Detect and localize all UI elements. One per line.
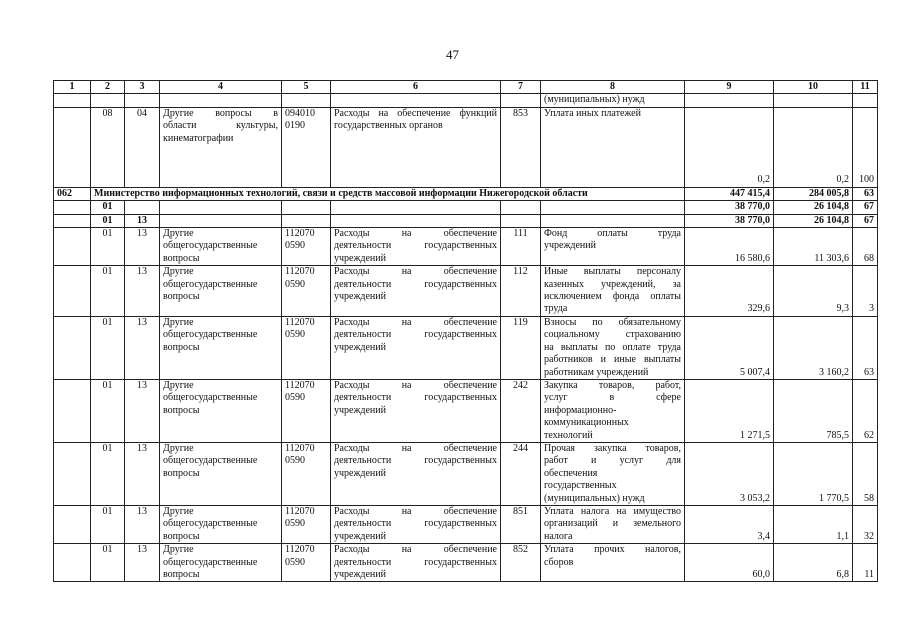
cell-c10: 1 770,5 bbox=[774, 442, 853, 505]
subsection-c11: 67 bbox=[853, 214, 878, 227]
cell-c8: Иные выплаты персоналу казенных учреждений, за исключением фонда оплаты труда bbox=[541, 266, 685, 317]
cont-c8: (муниципальных) нужд bbox=[541, 94, 685, 107]
cell-c5: 094010 0190 bbox=[282, 107, 331, 187]
table-row bbox=[54, 544, 878, 582]
subsection-c10: 26 104,8 bbox=[774, 214, 853, 227]
cell-c5: 112070 0590 bbox=[282, 442, 331, 505]
cell-c7: 112 bbox=[501, 266, 541, 317]
cell-c3: 13 bbox=[125, 442, 160, 505]
cell-c10: 785,5 bbox=[774, 379, 853, 442]
cell-c10: 11 303,6 bbox=[774, 228, 853, 266]
ministry-c10: 284 005,8 bbox=[774, 187, 853, 200]
cell-c8: Взносы по обязательному социальному страхованию на выплаты по оплате труда работников и иные выплаты работникам учреждений bbox=[541, 316, 685, 379]
cell-c5: 112070 0590 bbox=[282, 228, 331, 266]
cell-c4: Другие общегосударственные вопросы bbox=[160, 544, 282, 582]
cell-c6: Расходы на обеспечение деятельности государственных учреждений bbox=[331, 228, 501, 266]
table-row bbox=[54, 505, 878, 543]
cell-c5: 112070 0590 bbox=[282, 505, 331, 543]
cell-c6: Расходы на обеспечение деятельности государственных учреждений bbox=[331, 505, 501, 543]
ministry-c11: 63 bbox=[853, 187, 878, 200]
cell-c6: Расходы на обеспечение деятельности государственных учреждений bbox=[331, 544, 501, 582]
cell-c11: 11 bbox=[853, 544, 878, 582]
cell-c6: Расходы на обеспечение деятельности государственных учреждений bbox=[331, 379, 501, 442]
cell-c3: 13 bbox=[125, 316, 160, 379]
cell-c3: 13 bbox=[125, 379, 160, 442]
cell-c10: 9,3 bbox=[774, 266, 853, 317]
section-c9: 38 770,0 bbox=[685, 201, 774, 214]
subsection-row bbox=[54, 214, 878, 227]
cell-c7: 852 bbox=[501, 544, 541, 582]
col-header: 3 bbox=[125, 81, 160, 94]
cell-c9: 60,0 bbox=[685, 544, 774, 582]
cell-c9: 329,6 bbox=[685, 266, 774, 317]
cell-c2: 01 bbox=[91, 379, 125, 442]
table-row bbox=[54, 266, 878, 317]
cell-c6: Расходы на обеспечение деятельности государственных учреждений bbox=[331, 316, 501, 379]
cell-c11: 58 bbox=[853, 442, 878, 505]
col-header: 2 bbox=[91, 81, 125, 94]
cell-c2: 01 bbox=[91, 544, 125, 582]
cell-c8: Закупка товаров, работ, услуг в сфере информационно- коммуникационных технологий bbox=[541, 379, 685, 442]
cell-c10: 1,1 bbox=[774, 505, 853, 543]
cell-c1 bbox=[54, 316, 91, 379]
cell-c6: Расходы на обеспечение деятельности государственных учреждений bbox=[331, 442, 501, 505]
cell-c4: Другие общегосударственные вопросы bbox=[160, 316, 282, 379]
col-header: 5 bbox=[282, 81, 331, 94]
section-row bbox=[54, 201, 878, 214]
col-header: 8 bbox=[541, 81, 685, 94]
subsection-c2: 01 bbox=[91, 214, 125, 227]
cell-c2: 01 bbox=[91, 442, 125, 505]
cell-c8: Прочая закупка товаров, работ и услуг для обеспечения государственных (муниципальных) нужд bbox=[541, 442, 685, 505]
ministry-code: 062 bbox=[54, 187, 91, 200]
col-header: 1 bbox=[54, 81, 91, 94]
section-c10: 26 104,8 bbox=[774, 201, 853, 214]
cell-c11: 100 bbox=[853, 107, 878, 187]
cell-c5: 112070 0590 bbox=[282, 266, 331, 317]
page-number: 47 bbox=[446, 47, 459, 62]
cell-c4: Другие общегосударственные вопросы bbox=[160, 379, 282, 442]
cell-c5: 112070 0590 bbox=[282, 544, 331, 582]
cell-c2: 01 bbox=[91, 316, 125, 379]
cell-c4: Другие вопросы в области культуры, кинематографии bbox=[160, 107, 282, 187]
cell-c6: Расходы на обеспечение функций государственных органов bbox=[331, 107, 501, 187]
cell-c11: 68 bbox=[853, 228, 878, 266]
cell-c2: 01 bbox=[91, 266, 125, 317]
cell-c2: 01 bbox=[91, 505, 125, 543]
cell-c5: 112070 0590 bbox=[282, 379, 331, 442]
cell-c7: 242 bbox=[501, 379, 541, 442]
header-row bbox=[54, 81, 878, 94]
cell-c3: 13 bbox=[125, 228, 160, 266]
col-header: 6 bbox=[331, 81, 501, 94]
col-header: 7 bbox=[501, 81, 541, 94]
table-row bbox=[54, 316, 878, 379]
table-row bbox=[54, 228, 878, 266]
cell-c8: Фонд оплаты труда учреждений bbox=[541, 228, 685, 266]
cell-c10: 6,8 bbox=[774, 544, 853, 582]
table-row bbox=[54, 442, 878, 505]
cell-c9: 1 271,5 bbox=[685, 379, 774, 442]
cell-c9: 0,2 bbox=[685, 107, 774, 187]
cell-c9: 16 580,6 bbox=[685, 228, 774, 266]
cell-c9: 5 007,4 bbox=[685, 316, 774, 379]
cell-c4: Другие общегосударственные вопросы bbox=[160, 228, 282, 266]
cell-c9: 3 053,2 bbox=[685, 442, 774, 505]
cell-c1 bbox=[54, 442, 91, 505]
cell-c3: 13 bbox=[125, 266, 160, 317]
cell-c3: 04 bbox=[125, 107, 160, 187]
cell-c9: 3,4 bbox=[685, 505, 774, 543]
cell-c8: Уплата налога на имущество организаций и земельного налога bbox=[541, 505, 685, 543]
cell-c4: Другие общегосударственные вопросы bbox=[160, 442, 282, 505]
cell-c3: 13 bbox=[125, 544, 160, 582]
col-header: 10 bbox=[774, 81, 853, 94]
cell-c7: 851 bbox=[501, 505, 541, 543]
table-row bbox=[54, 379, 878, 442]
col-header: 9 bbox=[685, 81, 774, 94]
cell-c11: 32 bbox=[853, 505, 878, 543]
cell-c11: 62 bbox=[853, 379, 878, 442]
cell-c1 bbox=[54, 505, 91, 543]
cell-c1 bbox=[54, 544, 91, 582]
cell-c2: 01 bbox=[91, 228, 125, 266]
cell-c10: 3 160,2 bbox=[774, 316, 853, 379]
col-header: 11 bbox=[853, 81, 878, 94]
continuation-row bbox=[54, 94, 878, 107]
cell-c4: Другие общегосударственные вопросы bbox=[160, 266, 282, 317]
cell-c8: Уплата иных платежей bbox=[541, 107, 685, 187]
ministry-row bbox=[54, 187, 878, 200]
ministry-c9: 447 415,4 bbox=[685, 187, 774, 200]
cell-c1 bbox=[54, 228, 91, 266]
table-row-culture bbox=[54, 107, 878, 187]
cell-c3: 13 bbox=[125, 505, 160, 543]
cell-c1 bbox=[54, 379, 91, 442]
cell-c4: Другие общегосударственные вопросы bbox=[160, 505, 282, 543]
cell-c8: Уплата прочих налогов, сборов bbox=[541, 544, 685, 582]
cell-c2: 08 bbox=[91, 107, 125, 187]
cell-c7: 244 bbox=[501, 442, 541, 505]
cell-c11: 63 bbox=[853, 316, 878, 379]
section-c11: 67 bbox=[853, 201, 878, 214]
cell-c1 bbox=[54, 266, 91, 317]
section-c2: 01 bbox=[91, 201, 125, 214]
cell-c11: 3 bbox=[853, 266, 878, 317]
cell-c6: Расходы на обеспечение деятельности государственных учреждений bbox=[331, 266, 501, 317]
cell-c7: 853 bbox=[501, 107, 541, 187]
cell-c7: 111 bbox=[501, 228, 541, 266]
col-header: 4 bbox=[160, 81, 282, 94]
ministry-name: Министерство информационных технологий, связи и средств массовой информации Нижегородской области bbox=[91, 187, 685, 200]
cell-c5: 112070 0590 bbox=[282, 316, 331, 379]
subsection-c9: 38 770,0 bbox=[685, 214, 774, 227]
budget-table bbox=[53, 80, 878, 582]
subsection-c3: 13 bbox=[125, 214, 160, 227]
cell-c7: 119 bbox=[501, 316, 541, 379]
cell-c10: 0,2 bbox=[774, 107, 853, 187]
